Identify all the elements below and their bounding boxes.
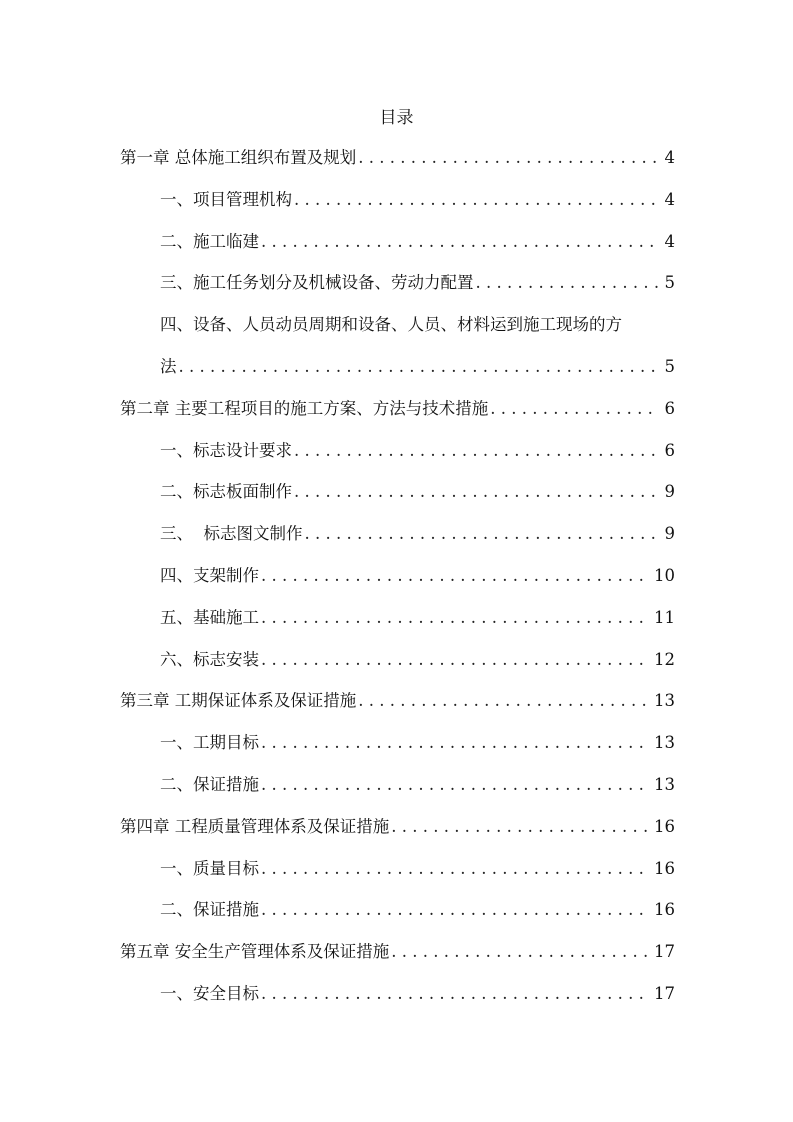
dot-leader (261, 597, 648, 639)
toc-label: 一、安全目标 (160, 983, 259, 1003)
toc-label: 二、保证措施 (160, 774, 259, 794)
dot-leader (305, 513, 659, 555)
table-of-contents (120, 137, 675, 1015)
dot-leader (358, 137, 658, 179)
toc-entry-continuation[interactable] (120, 346, 675, 388)
dot-leader (391, 931, 648, 973)
toc-entry[interactable] (120, 262, 675, 304)
toc-entry-chapter-1[interactable] (120, 137, 675, 179)
toc-entry[interactable] (120, 513, 675, 555)
toc-entry[interactable] (120, 889, 675, 931)
toc-entry[interactable] (120, 555, 675, 597)
toc-label: 三、 标志图文制作 (160, 524, 303, 544)
toc-label: 一、工期目标 (160, 733, 259, 753)
toc-label: 四、设备、人员动员周期和设备、人员、材料运到施工现场的方 (160, 315, 622, 335)
toc-page: 16 (654, 816, 675, 836)
toc-entry-chapter-5[interactable] (120, 931, 675, 973)
toc-page: 4 (664, 189, 675, 209)
toc-page: 13 (654, 733, 675, 753)
dot-leader (294, 430, 659, 472)
toc-label: 二、施工临建 (160, 231, 259, 251)
toc-page: 9 (664, 482, 675, 502)
toc-page: 16 (654, 900, 675, 920)
toc-page: 17 (654, 983, 675, 1003)
toc-title: 目录 (379, 108, 414, 128)
toc-entry[interactable] (120, 430, 675, 472)
toc-page: 5 (664, 356, 675, 376)
toc-label: 一、项目管理机构 (160, 189, 292, 209)
toc-label: 第五章 安全生产管理体系及保证措施 (120, 942, 390, 962)
toc-label: 一、质量目标 (160, 858, 259, 878)
toc-label: 六、标志安装 (160, 649, 259, 669)
toc-label: 二、标志板面制作 (160, 482, 292, 502)
toc-entry[interactable] (120, 179, 675, 221)
toc-entry-chapter-3[interactable] (120, 680, 675, 722)
dot-leader (261, 764, 648, 806)
toc-label: 四、支架制作 (160, 565, 259, 585)
dot-leader (261, 639, 648, 681)
toc-entry[interactable] (120, 304, 675, 346)
toc-page: 17 (654, 942, 675, 962)
toc-entry[interactable] (120, 764, 675, 806)
toc-label: 第一章 总体施工组织布置及规划 (120, 148, 357, 167)
toc-page: 9 (664, 524, 675, 544)
toc-entry[interactable] (120, 973, 675, 1015)
toc-label: 第二章 主要工程项目的施工方案、方法与技术措施 (120, 398, 489, 418)
dot-leader (261, 889, 648, 931)
dot-leader (261, 555, 648, 597)
toc-page: 6 (664, 398, 675, 418)
toc-page: 6 (664, 440, 675, 460)
toc-entry[interactable] (120, 471, 675, 513)
dot-leader (261, 722, 648, 764)
toc-entry-chapter-4[interactable] (120, 806, 675, 848)
dot-leader (294, 471, 659, 513)
toc-page: 13 (654, 691, 675, 711)
toc-label: 第四章 工程质量管理体系及保证措施 (120, 816, 390, 836)
toc-entry[interactable] (120, 722, 675, 764)
dot-leader (261, 848, 648, 890)
dot-leader (391, 806, 648, 848)
dot-leader (261, 221, 659, 263)
dot-leader (261, 973, 648, 1015)
toc-page: 11 (654, 607, 675, 627)
toc-label: 法 (160, 356, 177, 376)
toc-label: 三、施工任务划分及机械设备、劳动力配置 (160, 273, 474, 293)
toc-page: 5 (664, 273, 675, 293)
toc-page: 4 (664, 231, 675, 251)
toc-label: 二、保证措施 (160, 900, 259, 920)
toc-entry[interactable] (120, 597, 675, 639)
toc-label: 第三章 工期保证体系及保证措施 (120, 691, 357, 711)
toc-entry[interactable] (120, 221, 675, 263)
toc-label: 一、标志设计要求 (160, 440, 292, 460)
toc-entry-chapter-2[interactable] (120, 388, 675, 430)
toc-entry[interactable] (120, 848, 675, 890)
toc-entry[interactable] (120, 639, 675, 681)
dot-leader (490, 388, 658, 430)
dot-leader (358, 680, 648, 722)
toc-page: 4 (664, 148, 675, 167)
toc-page: 13 (654, 774, 675, 794)
dot-leader (294, 179, 659, 221)
toc-label: 五、基础施工 (160, 607, 259, 627)
dot-leader (476, 262, 659, 304)
toc-page: 12 (654, 649, 675, 669)
toc-page: 10 (654, 565, 675, 585)
dot-leader (179, 346, 659, 388)
toc-page: 16 (654, 858, 675, 878)
